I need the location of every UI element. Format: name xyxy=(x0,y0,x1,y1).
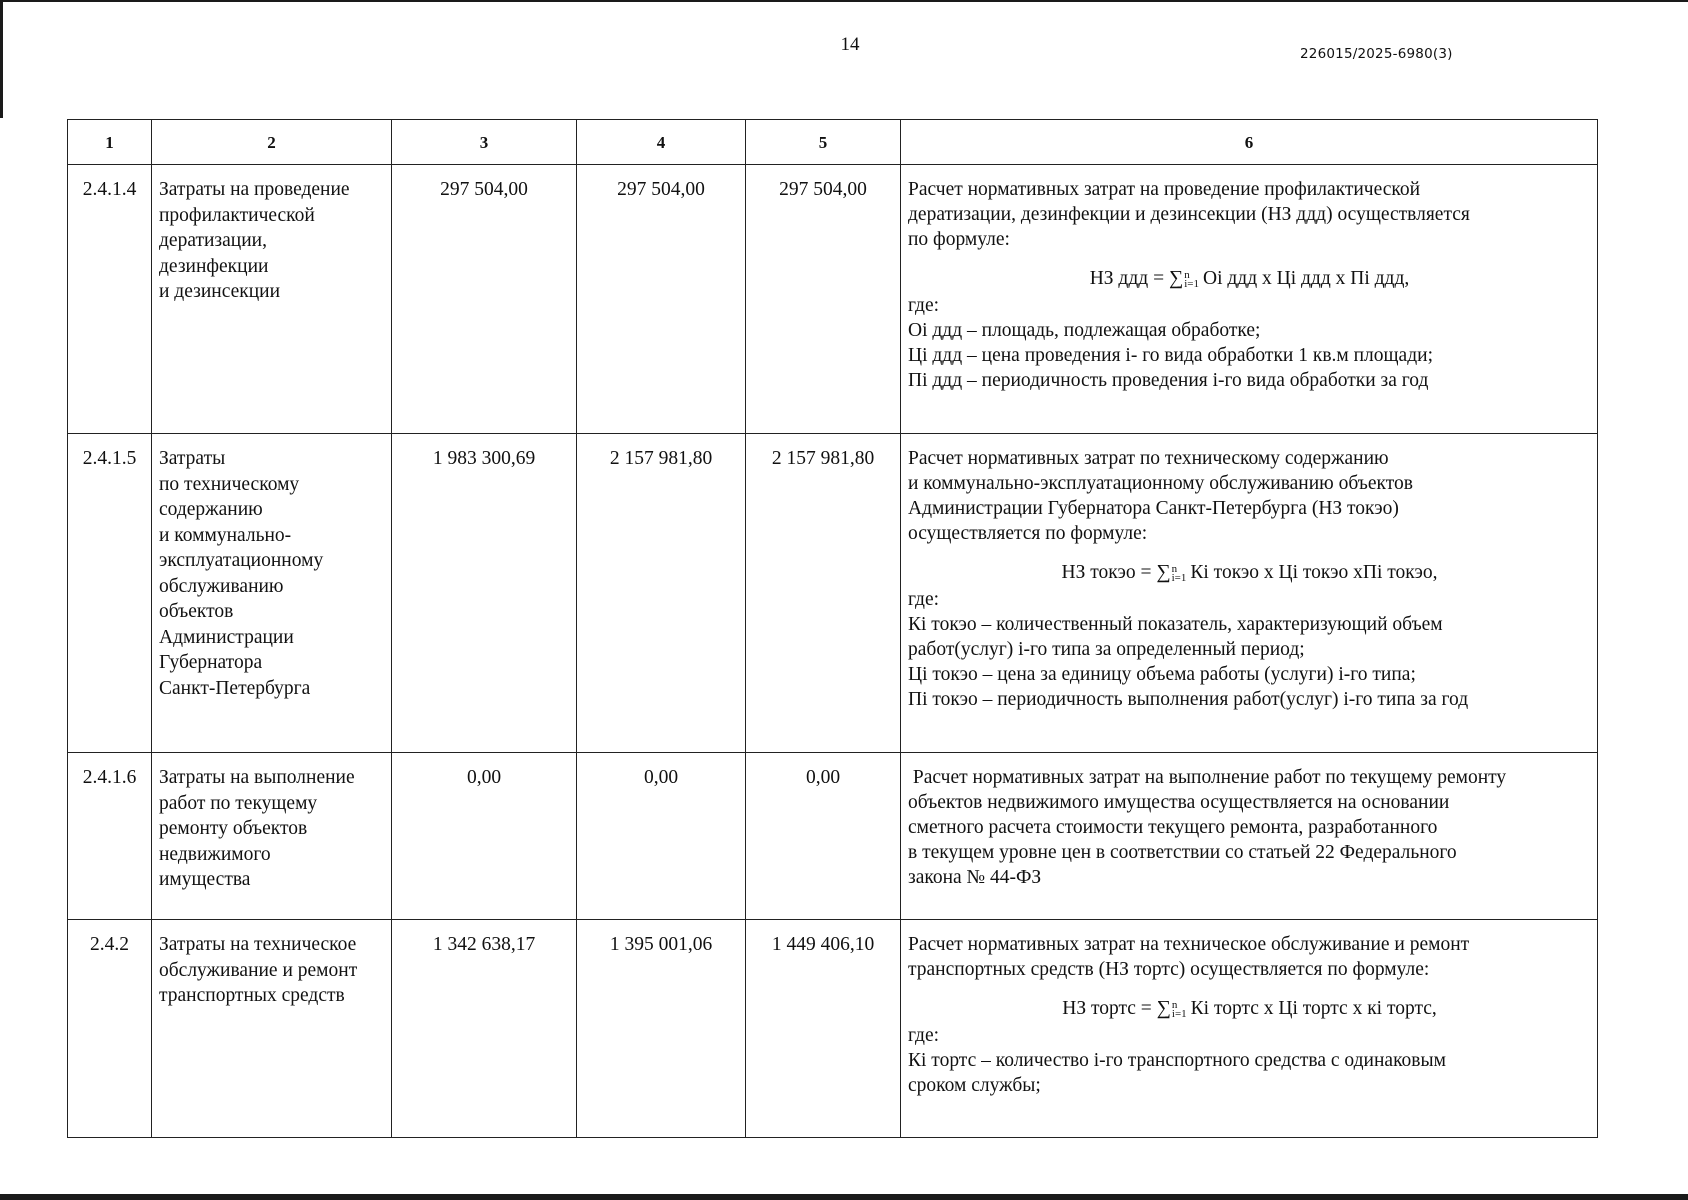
row-cost-name xyxy=(152,434,392,753)
description-line: работ(услуг) i-го типа за определенный период; xyxy=(908,639,1305,660)
sum-limits xyxy=(1171,562,1187,584)
sum-lower: i=1 xyxy=(1184,277,1199,290)
description-line: Цi ддд – цена проведения i- го вида обработки 1 кв.м площади; xyxy=(908,345,1433,366)
description-line: объектов недвижимого имущества осуществляется на основании xyxy=(908,792,1450,813)
description-line: где: xyxy=(908,589,940,610)
sum-sign: ∑ xyxy=(1156,997,1171,1019)
name-line: Губернатора xyxy=(159,652,263,673)
sum-limits xyxy=(1184,268,1199,290)
column-header-1: 1 xyxy=(68,120,152,165)
description-line: по формуле: xyxy=(908,229,1010,250)
name-line: Затраты на техническое xyxy=(159,934,357,955)
sum-upper: n xyxy=(1171,998,1178,1011)
description-line: Оi ддд – площадь, подлежащая обработке; xyxy=(908,320,1261,341)
row-code: 2.4.1.5 xyxy=(68,434,152,753)
description-line: Расчет нормативных затрат на проведение профилактической xyxy=(908,179,1421,200)
name-line: транспортных средств xyxy=(159,985,345,1006)
value-column-5: 2 157 981,80 xyxy=(746,434,901,753)
name-line: Затраты на выполнение xyxy=(159,767,355,788)
name-line: объектов xyxy=(159,601,234,622)
formula-lhs: НЗ тортс = xyxy=(1062,998,1157,1019)
formula-lhs: НЗ ддд = xyxy=(1089,268,1169,289)
name-line: недвижимого xyxy=(159,843,271,865)
row-cost-name xyxy=(152,920,392,1138)
cost-norms-table xyxy=(67,119,1598,1138)
row-cost-name xyxy=(152,753,392,920)
column-number-header-row xyxy=(68,120,1598,165)
name-line: профилактической xyxy=(159,204,315,226)
value-column-5: 0,00 xyxy=(746,753,901,920)
sum-upper: n xyxy=(1171,562,1178,575)
sum-lower: i=1 xyxy=(1171,571,1187,584)
name-line: Затраты xyxy=(159,448,226,469)
calculation-description xyxy=(901,434,1598,753)
description-line: Кi тортс – количество i-го транспортного средства с одинаковым xyxy=(908,1050,1446,1071)
description-line: осуществляется по формуле: xyxy=(908,523,1148,544)
name-line: обслуживанию xyxy=(159,575,284,597)
formula xyxy=(908,266,1591,291)
scan-top-edge xyxy=(0,0,1688,2)
name-line: ремонту объектов xyxy=(159,818,308,839)
description-line: Администрации Губернатора Санкт-Петербурга (НЗ токэо) xyxy=(908,498,1399,519)
formula-rhs: Кi токэо х Цi токэо хПi токэо, xyxy=(1190,562,1438,583)
table-row xyxy=(68,920,1598,1138)
scan-bottom-edge xyxy=(0,1194,1688,1200)
sum-sign: ∑ xyxy=(1156,561,1171,583)
name-line: дератизации, xyxy=(159,230,267,251)
calculation-description xyxy=(901,753,1598,920)
page-number: 14 xyxy=(840,34,860,55)
description-line: сметного расчета стоимости текущего ремонта, разработанного xyxy=(908,817,1438,838)
name-line: имущества xyxy=(159,869,251,890)
table-row xyxy=(68,434,1598,753)
row-cost-name xyxy=(152,165,392,434)
name-line: Санкт-Петербурга xyxy=(159,677,311,699)
value-column-3: 1 983 300,69 xyxy=(392,434,577,753)
value-column-5: 1 449 406,10 xyxy=(746,920,901,1138)
value-column-3: 1 342 638,17 xyxy=(392,920,577,1138)
description-line: дератизации, дезинфекции и дезинсекции (НЗ ддд) осуществляется xyxy=(908,204,1470,225)
value-column-4: 0,00 xyxy=(577,753,746,920)
description-line: Цi токэо – цена за единицу объема работы (услуги) i-го типа; xyxy=(908,664,1416,685)
column-header-3: 3 xyxy=(392,120,577,165)
value-column-4: 2 157 981,80 xyxy=(577,434,746,753)
calculation-description xyxy=(901,920,1598,1138)
value-column-3: 297 504,00 xyxy=(392,165,577,434)
row-code: 2.4.1.4 xyxy=(68,165,152,434)
description-line: Кi токэо – количественный показатель, характеризующий объем xyxy=(908,614,1443,635)
description-line: Пi токэо – периодичность выполнения работ(услуг) i-го типа за год xyxy=(908,689,1469,710)
value-column-4: 297 504,00 xyxy=(577,165,746,434)
description-line: Расчет нормативных затрат на выполнение работ по текущему ремонту xyxy=(908,767,1507,788)
sum-upper: n xyxy=(1184,268,1190,281)
name-line: обслуживание и ремонт xyxy=(159,959,358,981)
description-line: где: xyxy=(908,295,940,316)
value-column-4: 1 395 001,06 xyxy=(577,920,746,1138)
sum-sign: ∑ xyxy=(1168,267,1184,289)
scan-left-edge xyxy=(0,0,3,118)
description-line: в текущем уровне цен в соответствии со статьей 22 Федерального xyxy=(908,842,1457,863)
name-line: и коммунально- xyxy=(159,524,292,546)
row-code: 2.4.2 xyxy=(68,920,152,1138)
row-code: 2.4.1.6 xyxy=(68,753,152,920)
description-line: закона № 44-ФЗ xyxy=(908,867,1042,888)
name-line: содержанию xyxy=(159,499,263,520)
name-line: эксплуатационному xyxy=(159,550,324,571)
table-row xyxy=(68,753,1598,920)
column-header-5: 5 xyxy=(746,120,901,165)
name-line: дезинфекции xyxy=(159,255,269,277)
name-line: Администрации xyxy=(159,626,294,648)
value-column-3: 0,00 xyxy=(392,753,577,920)
name-line: Затраты на проведение xyxy=(159,179,350,200)
formula-rhs: Кi тортс х Цi тортс х кi тортс, xyxy=(1190,998,1437,1019)
column-header-2: 2 xyxy=(152,120,392,165)
description-line: где: xyxy=(908,1025,940,1046)
formula-rhs: Оi ддд х Цi ддд х Пi ддд, xyxy=(1202,268,1410,289)
description-line: Расчет нормативных затрат на техническое обслуживание и ремонт xyxy=(908,934,1470,955)
column-header-4: 4 xyxy=(577,120,746,165)
calculation-description xyxy=(901,165,1598,434)
description-line: транспортных средств (НЗ тортс) осуществляется по формуле: xyxy=(908,959,1430,980)
description-line: Пi ддд – периодичность проведения i-го вида обработки за год xyxy=(908,370,1429,391)
description-line: Расчет нормативных затрат по техническому содержанию xyxy=(908,448,1389,469)
sum-limits xyxy=(1171,998,1187,1020)
description-line: сроком службы; xyxy=(908,1075,1041,1096)
formula xyxy=(908,996,1591,1021)
description-line: и коммунально-эксплуатационному обслуживанию объектов xyxy=(908,473,1413,494)
name-line: работ по текущему xyxy=(159,792,318,814)
table-row xyxy=(68,165,1598,434)
document-registration-number: 226015/2025-6980(3) xyxy=(1300,46,1453,62)
sum-lower: i=1 xyxy=(1171,1007,1187,1020)
formula xyxy=(908,560,1591,585)
column-header-6: 6 xyxy=(901,120,1598,165)
value-column-5: 297 504,00 xyxy=(746,165,901,434)
name-line: и дезинсекции xyxy=(159,281,281,302)
formula-lhs: НЗ токэо = xyxy=(1061,562,1157,583)
name-line: по техническому xyxy=(159,473,300,495)
